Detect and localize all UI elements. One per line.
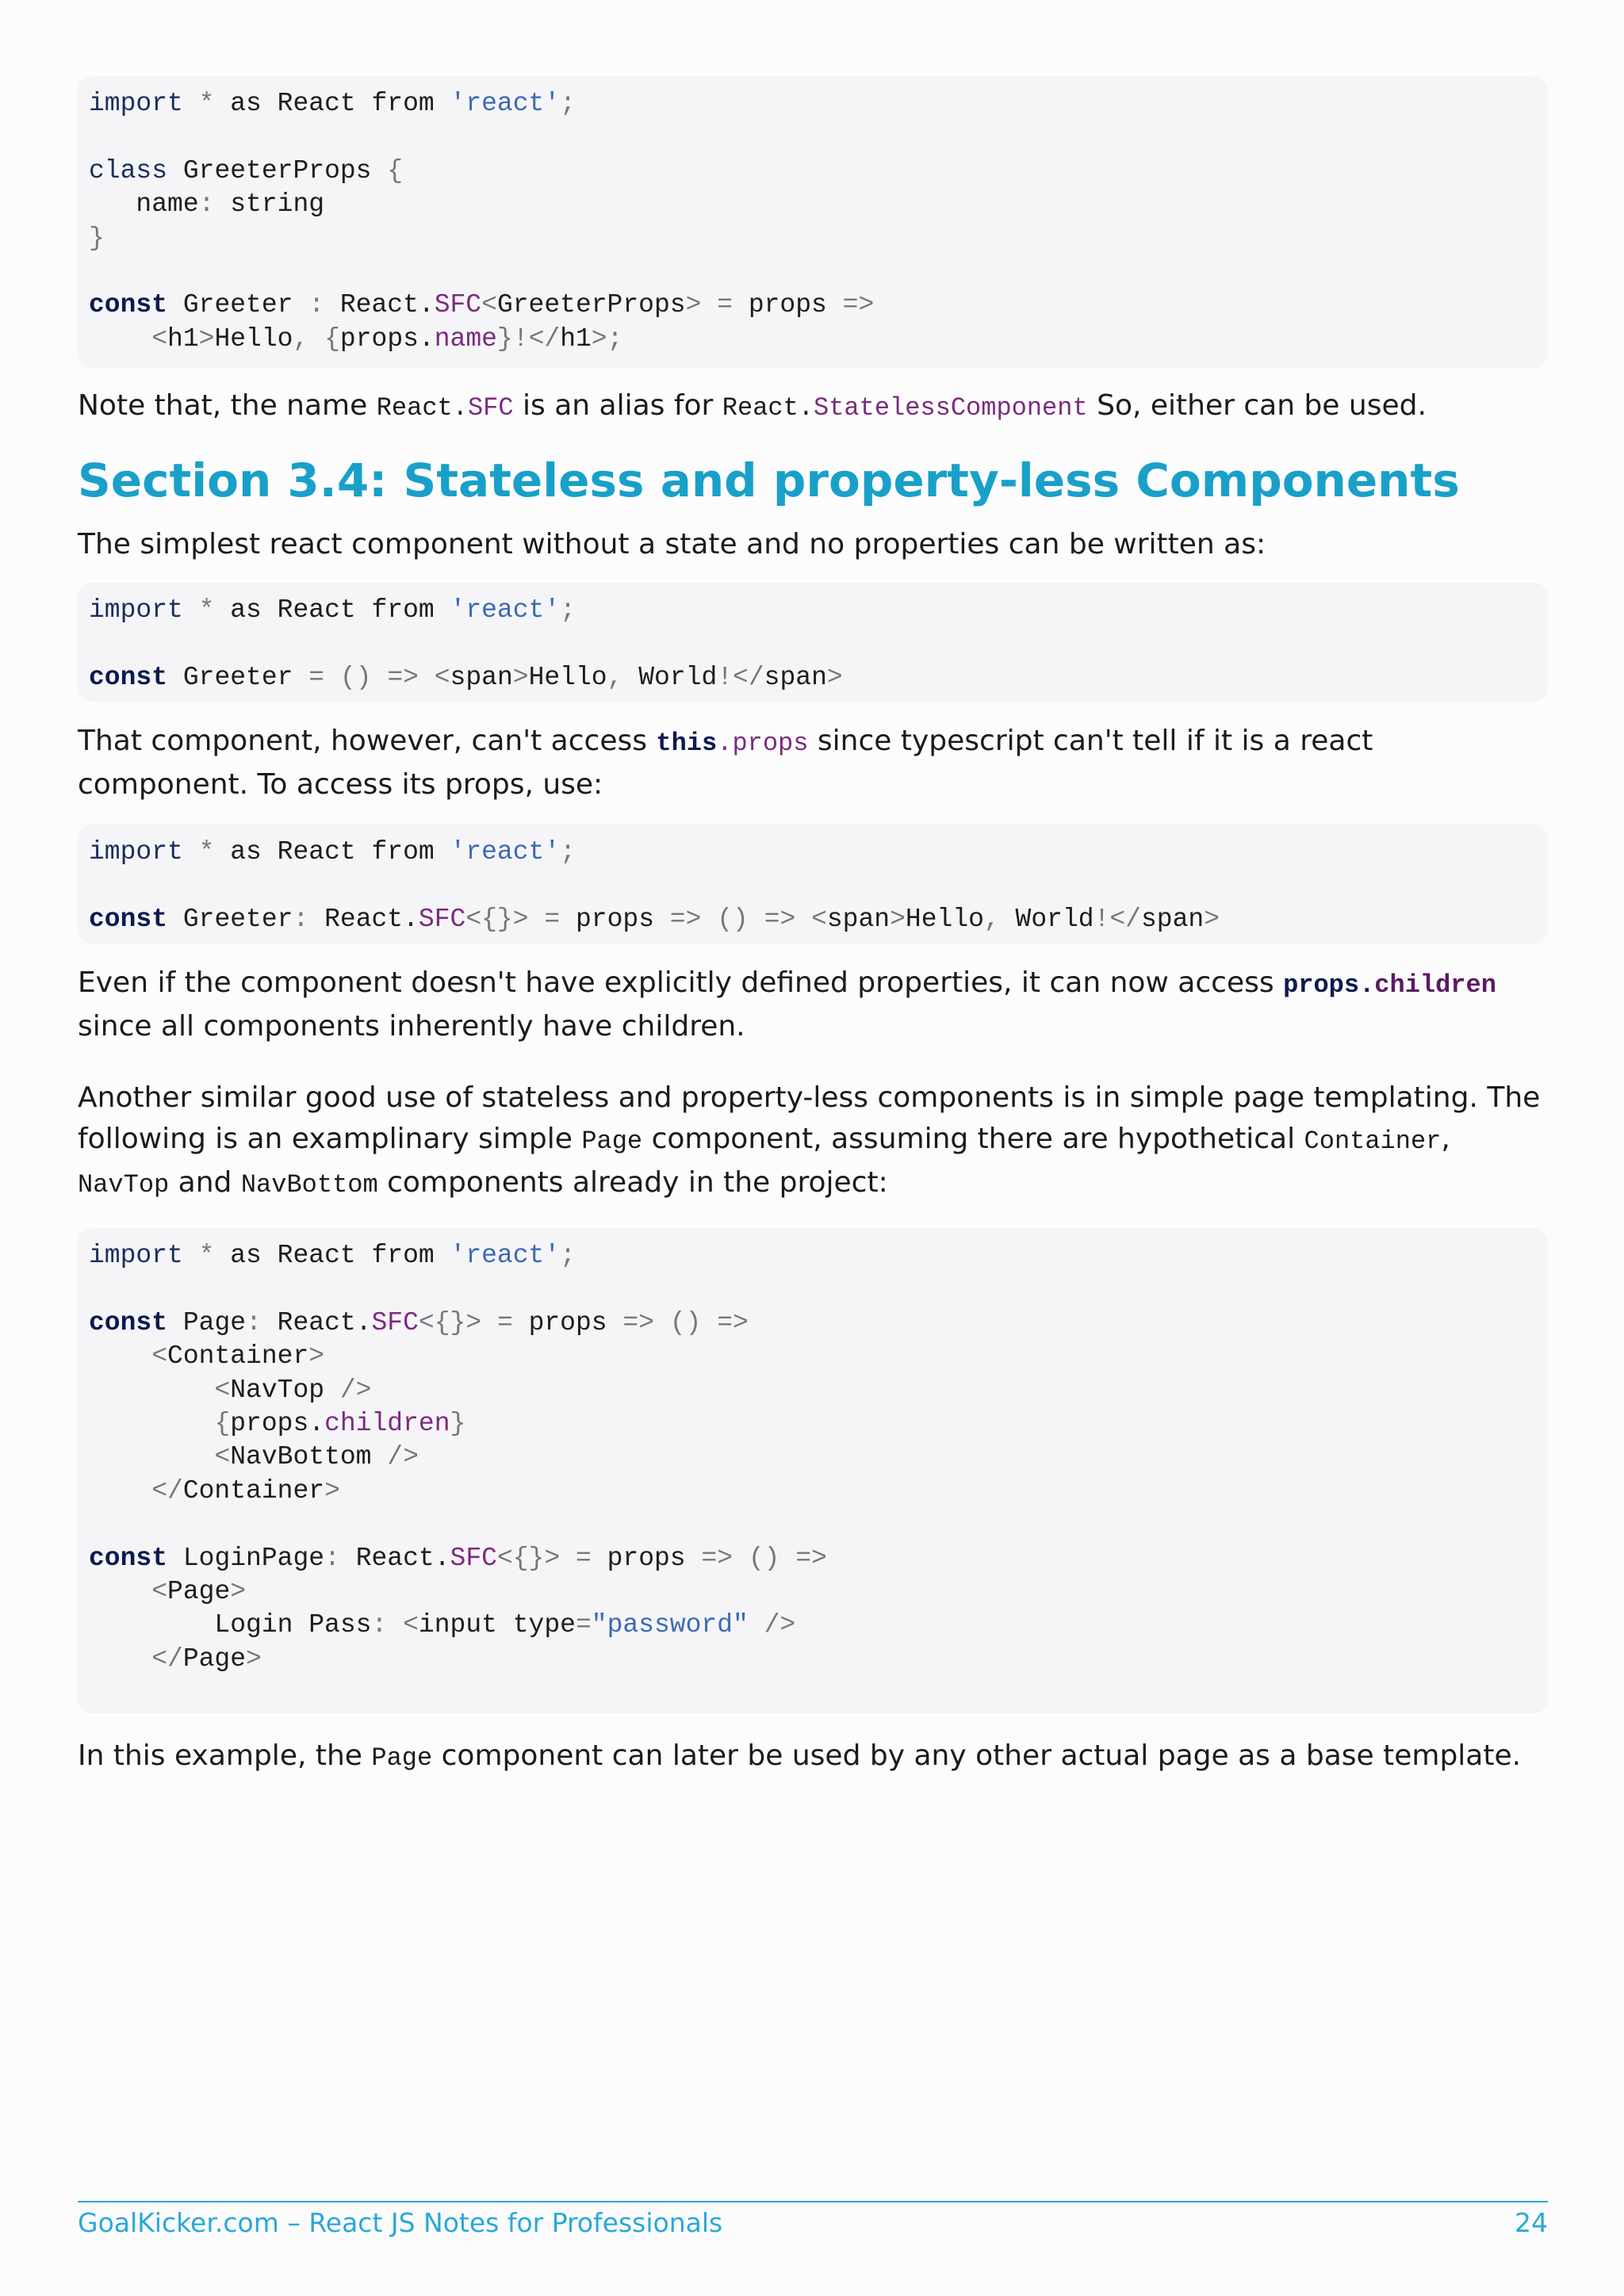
code-line: {props.children} [214, 1408, 466, 1438]
code-line [89, 869, 1537, 902]
code-block-greeter-sfc [78, 825, 1548, 943]
code-line [89, 627, 1537, 660]
text: Even if the component doesn't have explicitly defined properties, it can now access [78, 966, 1284, 999]
text: Note that, the name [78, 389, 377, 422]
page-content [78, 76, 1548, 1779]
code-line: import * as React from 'react'; [89, 595, 576, 625]
text: component, assuming there are hypothetical [642, 1123, 1304, 1155]
paragraph-children [78, 962, 1548, 1047]
code-line: const LoginPage: React.SFC<{}> = props => () => [89, 1543, 827, 1573]
inline-code-navtop: NavTop [78, 1170, 170, 1200]
code-line [89, 121, 1537, 154]
inline-code-react-sfc: React.SFC [376, 393, 514, 423]
code-line [89, 1272, 1537, 1306]
paragraph-simplest: The simplest react component without a state and no properties can be written as: [78, 528, 1266, 561]
text: component can later be used by any other actual page as a base template. [432, 1739, 1522, 1772]
code-line: <Container> [151, 1341, 325, 1372]
inline-code-navbottom: NavBottom [240, 1170, 378, 1200]
text: and [169, 1166, 241, 1199]
code-line: const Greeter: React.SFC<{}> = props => () => <span>Hello, World!</span> [89, 904, 1220, 934]
text: , [1441, 1123, 1450, 1155]
inline-code-react-stateless: React.StatelessComponent [722, 393, 1088, 423]
text: components already in the project: [377, 1166, 888, 1199]
text: since all components inherently have children. [78, 1010, 745, 1043]
code-line: Login Pass: <input type="password" /> [89, 1610, 796, 1640]
code-line: import * as React from 'react'; [89, 89, 576, 118]
text: is an alias for [513, 389, 722, 422]
footer-divider [78, 2201, 1548, 2202]
paragraph-this-props [78, 721, 1548, 806]
code-block-page-template [78, 1228, 1548, 1713]
code-line: class GreeterProps { [89, 155, 404, 186]
code-line: } [89, 223, 105, 253]
inline-code-page: Page [581, 1127, 643, 1156]
inline-code-page: Page [371, 1743, 433, 1773]
paragraph-alias-note [78, 385, 1548, 429]
code-line: import * as React from 'react'; [89, 837, 576, 867]
code-line: name: string [89, 189, 325, 220]
text: Another similar good use of stateless and property-less components is in simple page templating. The following is an examplinary simple [78, 1081, 1541, 1155]
paragraph-base-template [78, 1735, 1548, 1779]
code-block-greeter-props [78, 76, 1548, 368]
code-line: <NavBottom /> [214, 1442, 419, 1472]
inline-code-props-children: props.children [1283, 970, 1496, 1000]
paragraph-templating [78, 1077, 1548, 1206]
code-line [89, 1508, 1537, 1541]
section-title: Section 3.4: Stateless and property-less Components [78, 453, 1460, 507]
inline-code-container: Container [1304, 1127, 1442, 1156]
code-line: const Page: React.SFC<{}> = props => () => [89, 1307, 749, 1337]
code-line: </Page> [151, 1644, 262, 1674]
code-line: <h1>Hello, {props.name}!</h1>; [151, 323, 623, 354]
code-line: const Greeter : React.SFC<GreeterProps> = props => [89, 290, 875, 320]
page-number: 24 [1515, 2207, 1548, 2238]
text: That component, however, can't access [78, 725, 657, 757]
text: since typescript can't tell if it is a react component. To access its props, use: [78, 725, 1373, 801]
code-line: import * as React from 'react'; [89, 1241, 576, 1270]
code-line: const Greeter = () => <span>Hello, World!</span> [89, 662, 843, 692]
footer-title: GoalKicker.com – React JS Notes for Professionals [78, 2207, 723, 2238]
code-line: <Page> [151, 1576, 247, 1606]
code-line: <NavTop /> [214, 1375, 372, 1405]
text: So, either can be used. [1087, 389, 1427, 422]
code-block-simple-greeter [78, 583, 1548, 702]
inline-code-this-props: this.props [656, 729, 809, 758]
text: In this example, the [78, 1739, 372, 1772]
code-line: </Container> [151, 1475, 340, 1506]
code-line [89, 255, 1537, 289]
